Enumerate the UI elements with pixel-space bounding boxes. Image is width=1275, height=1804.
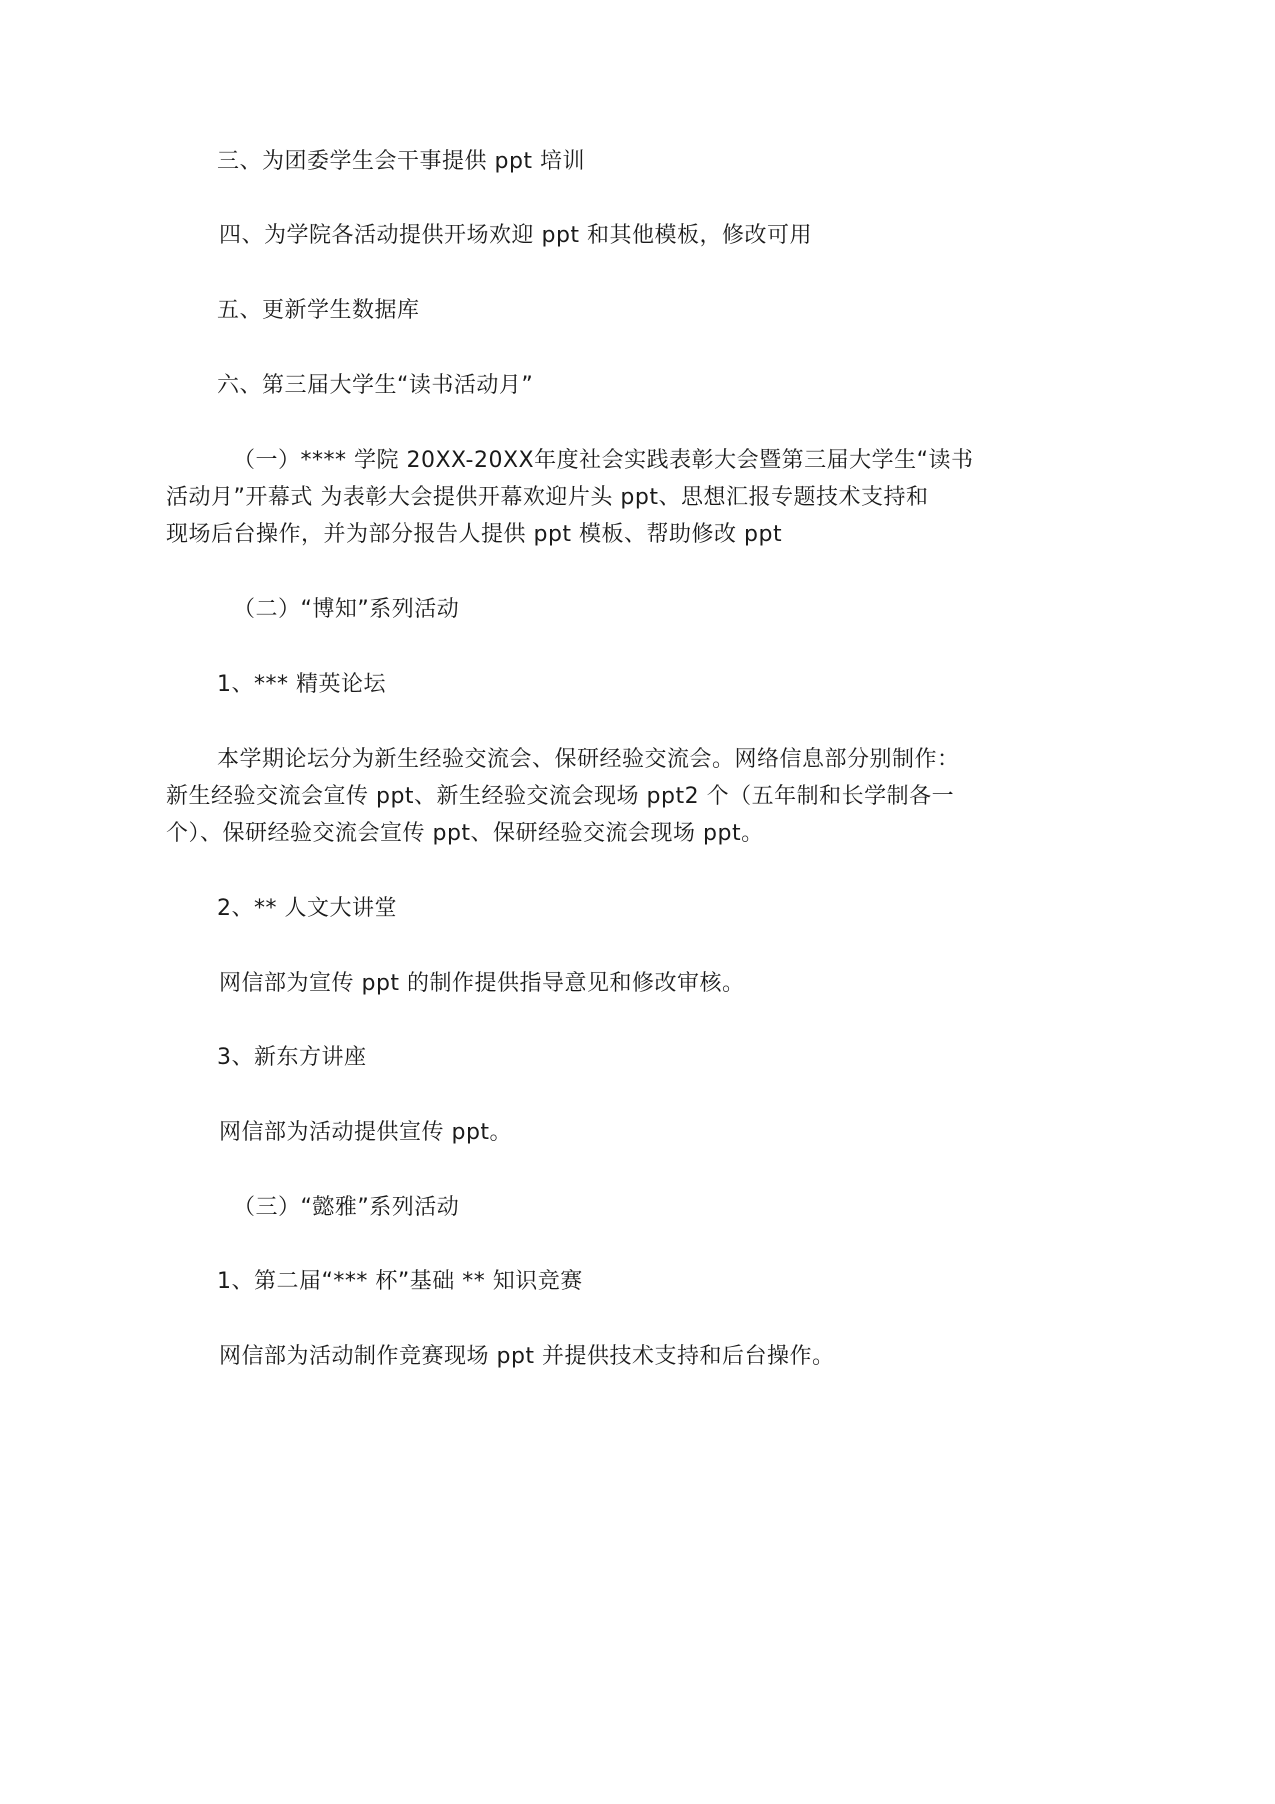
item-knowledge-contest: 1、第二届“*** 杯”基础 ** 知识竞赛 [217, 1269, 583, 1294]
forum-paragraph-line-1: 本学期论坛分为新生经验交流会、保研经验交流会。网络信息部分别制作： [217, 747, 960, 772]
section-heading-4: 四、为学院各活动提供开场欢迎 ppt 和其他模板，修改可用 [219, 223, 813, 248]
subsection-3-heading: （三）“懿雅”系列活动 [233, 1195, 460, 1220]
subsection-2-heading: （二）“博知”系列活动 [233, 597, 460, 622]
section-heading-5: 五、更新学生数据库 [217, 298, 420, 323]
humanities-lecture-text: 网信部为宣传 ppt 的制作提供指导意见和修改审核。 [219, 971, 745, 996]
item-new-oriental-lecture: 3、新东方讲座 [217, 1045, 367, 1070]
section-heading-3: 三、为团委学生会干事提供 ppt 培训 [217, 149, 586, 174]
subsection-1-line-3: 现场后台操作，并为部分报告人提供 ppt 模板、帮助修改 ppt [166, 522, 783, 547]
forum-paragraph-line-2: 新生经验交流会宣传 ppt、新生经验交流会现场 ppt2 个（五年制和长学制各一 [166, 784, 955, 809]
forum-paragraph-line-3: 个）、保研经验交流会宣传 ppt、保研经验交流会现场 ppt。 [166, 821, 764, 846]
subsection-1-line-1: （一）**** 学院 20XX-20XX年度社会实践表彰大会暨第三届大学生“读书 [233, 448, 974, 473]
knowledge-contest-text: 网信部为活动制作竞赛现场 ppt 并提供技术支持和后台操作。 [219, 1344, 835, 1369]
new-oriental-lecture-text: 网信部为活动提供宣传 ppt。 [219, 1120, 513, 1145]
subsection-1-line-2: 活动月”开幕式 为表彰大会提供开幕欢迎片头 ppt、思想汇报专题技术支持和 [166, 485, 929, 510]
section-heading-6: 六、第三届大学生“读书活动月” [217, 373, 534, 398]
item-humanities-lecture: 2、** 人文大讲堂 [217, 896, 397, 921]
item-elite-forum: 1、*** 精英论坛 [217, 672, 386, 697]
